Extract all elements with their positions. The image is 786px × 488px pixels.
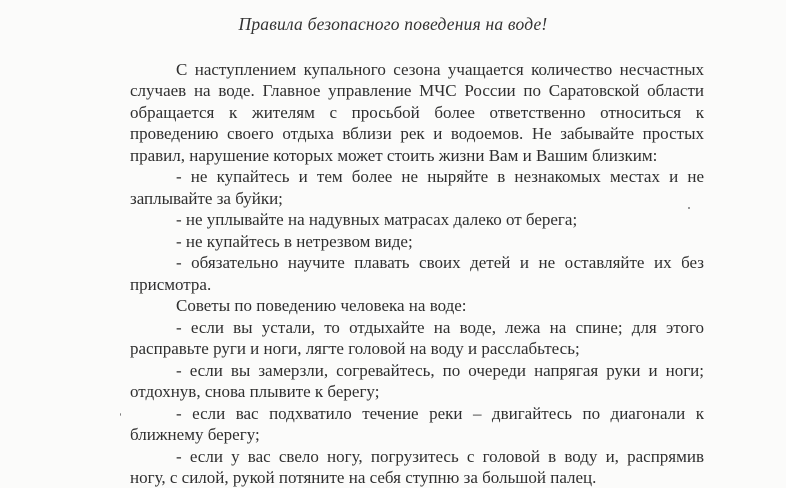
list-item-line: - если вы замерзли, согревайтесь, по очереди напрягая руки и ноги; <box>176 361 704 380</box>
scan-speck <box>120 413 121 416</box>
scan-speck <box>688 207 690 209</box>
list-item-line: ногу, с силой, рукой потяните на себя ступню за большой палец. <box>130 468 597 487</box>
list-item-line: присмотра. <box>130 275 212 294</box>
list-item-line: ближнему берегу; <box>130 425 260 444</box>
list-item-line: отдохнув, снова плывите к берегу; <box>130 382 380 401</box>
list-item-line: - обязательно научите плавать своих детей и не оставляйте их без <box>176 253 704 272</box>
list-item-line: расправьте руги и ноги, лягте головой на воду и расслабьтесь; <box>130 339 580 358</box>
list-item-line: - если у вас свело ногу, погрузитесь с головой в воду и, распрямив <box>176 447 704 466</box>
paragraph-line: проведению своего отдыха вблизи рек и водоемов. Не забывайте простых <box>130 124 704 143</box>
list-item-line: - не уплывайте на надувных матрасах далеко от берега; <box>176 210 578 229</box>
section-heading-line: Советы по поведению человека на воде: <box>176 296 467 315</box>
list-item-line: - если вы устали, то отдыхайте на воде, лежа на спине; для этого <box>176 318 704 337</box>
paragraph-line: правил, нарушение которых может стоить жизни Вам и Вашим близким: <box>130 146 658 165</box>
list-item-line: - не купайтесь и тем более не ныряйте в незнакомых местах и не <box>176 167 704 186</box>
list-item-line: - не купайтесь в нетрезвом виде; <box>176 232 413 251</box>
paragraph-line: обращается к жителям с просьбой более ответственно относиться к <box>130 103 704 122</box>
document-title: Правила безопасного поведения на воде! <box>238 14 548 34</box>
paragraph-line: С наступлением купального сезона учащается количество несчастных <box>176 60 704 79</box>
list-item-line: заплывайте за буйки; <box>130 189 283 208</box>
paragraph-line: случаев на воде. Главное управление МЧС России по Саратовской области <box>130 81 704 100</box>
list-item-line: - если вас подхватило течение реки – двигайтесь по диагонали к <box>176 404 704 423</box>
